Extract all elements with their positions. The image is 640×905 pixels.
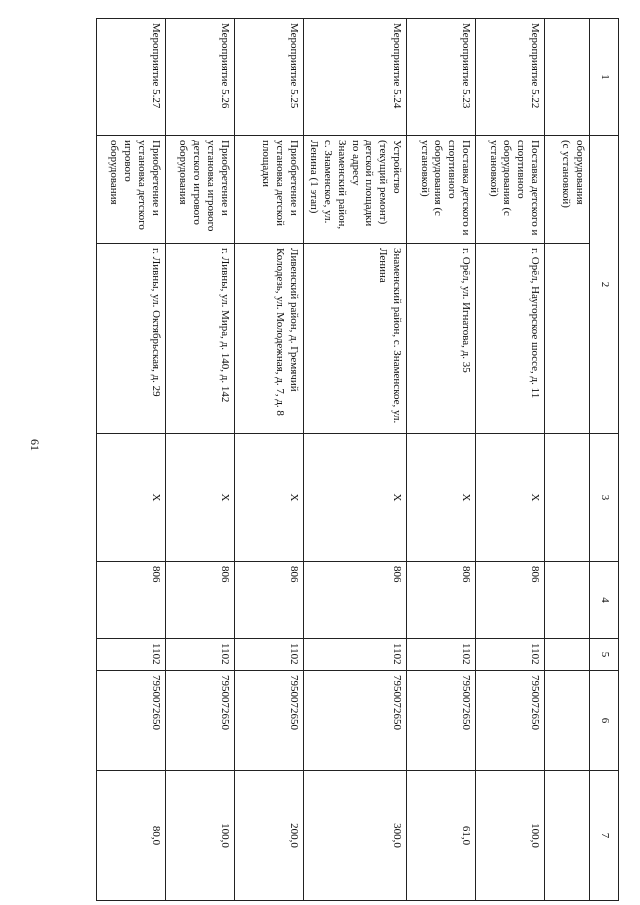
header-cell-2: 2 [590,136,619,434]
cell-id: Мероприятие 5.23 [407,19,476,136]
cell-amount: 61,0 [407,771,476,901]
cell-section: 1102 [234,639,303,671]
cell-id [545,19,590,136]
cell-address: Знаменский район, с. Знаменское, ул. Ленина [303,244,406,434]
cell-section: 1102 [303,639,406,671]
cell-csr: 7950072650 [303,671,406,771]
page-number: 61 [28,439,42,451]
cell-csr: 7950072650 [476,671,545,771]
table-row [303,19,406,901]
cell-section: 1102 [476,639,545,671]
cell-name: оборудования (с установкой) [545,136,590,244]
cell-name: Поставка детского и спортивного оборудования (с установкой) [476,136,545,244]
cell-x: X [234,434,303,562]
cell-x: X [476,434,545,562]
cell-name: Устройство (текущий ремонт) детской площадки по адресу Знаменский район, с. Знаменское, ул. Ленина (1 этап) [303,136,406,244]
header-row [590,19,619,901]
cell-name: Поставка детского и спортивного оборудования (с установкой) [407,136,476,244]
table-row [234,19,303,901]
cell-amount: 100,0 [476,771,545,901]
cell-grbs: 806 [234,562,303,639]
cell-id: Мероприятие 5.26 [165,19,234,136]
header-cell-6: 6 [590,671,619,771]
cell-grbs: 806 [303,562,406,639]
table-row [165,19,234,901]
cell-address: г. Ливны, ул. Октябрьская, д. 29 [96,244,165,434]
header-cell-3: 3 [590,434,619,562]
header-cell-5: 5 [590,639,619,671]
cell-amount: 300,0 [303,771,406,901]
cell-x: X [96,434,165,562]
cell-address: г. Орёл, Наугорское шоссе, д. 11 [476,244,545,434]
cell-csr: 7950072650 [234,671,303,771]
budget-table [96,18,619,901]
cell-name: Приобретение и установка детского игрового оборудования [96,136,165,244]
cell-x: X [165,434,234,562]
cell-address: г. Ливны, ул. Мира, д. 140, д. 142 [165,244,234,434]
cell-id: Мероприятие 5.22 [476,19,545,136]
cell-x: X [407,434,476,562]
cell-csr: 7950072650 [96,671,165,771]
cell-csr: 7950072650 [407,671,476,771]
cell-address: Ливенский район, д. Гремячий Колодезь, ул. Молодежная, д. 7, д. 8 [234,244,303,434]
cell-section [545,639,590,671]
rotated-table-container [88,18,619,900]
cell-grbs: 806 [407,562,476,639]
continuation-row [545,19,590,901]
cell-address [545,244,590,434]
cell-grbs: 806 [165,562,234,639]
cell-grbs: 806 [476,562,545,639]
cell-section: 1102 [96,639,165,671]
cell-amount [545,771,590,901]
cell-id: Мероприятие 5.25 [234,19,303,136]
table-row [96,19,165,901]
cell-x: X [303,434,406,562]
cell-section: 1102 [407,639,476,671]
table-row [476,19,545,901]
header-cell-1: 1 [590,19,619,136]
cell-name: Приобретение и установка игрового детского игрового оборудования [165,136,234,244]
cell-amount: 200,0 [234,771,303,901]
cell-grbs [545,562,590,639]
cell-x [545,434,590,562]
cell-csr: 7950072650 [165,671,234,771]
cell-address: г. Орёл, ул. Игнатова, д. 35 [407,244,476,434]
cell-name: Приобретение и установка детской площадки [234,136,303,244]
cell-id: Мероприятие 5.24 [303,19,406,136]
cell-amount: 80,0 [96,771,165,901]
header-cell-7: 7 [590,771,619,901]
header-cell-4: 4 [590,562,619,639]
cell-grbs: 806 [96,562,165,639]
table-row [407,19,476,901]
cell-csr [545,671,590,771]
cell-id: Мероприятие 5.27 [96,19,165,136]
cell-amount: 100,0 [165,771,234,901]
cell-section: 1102 [165,639,234,671]
